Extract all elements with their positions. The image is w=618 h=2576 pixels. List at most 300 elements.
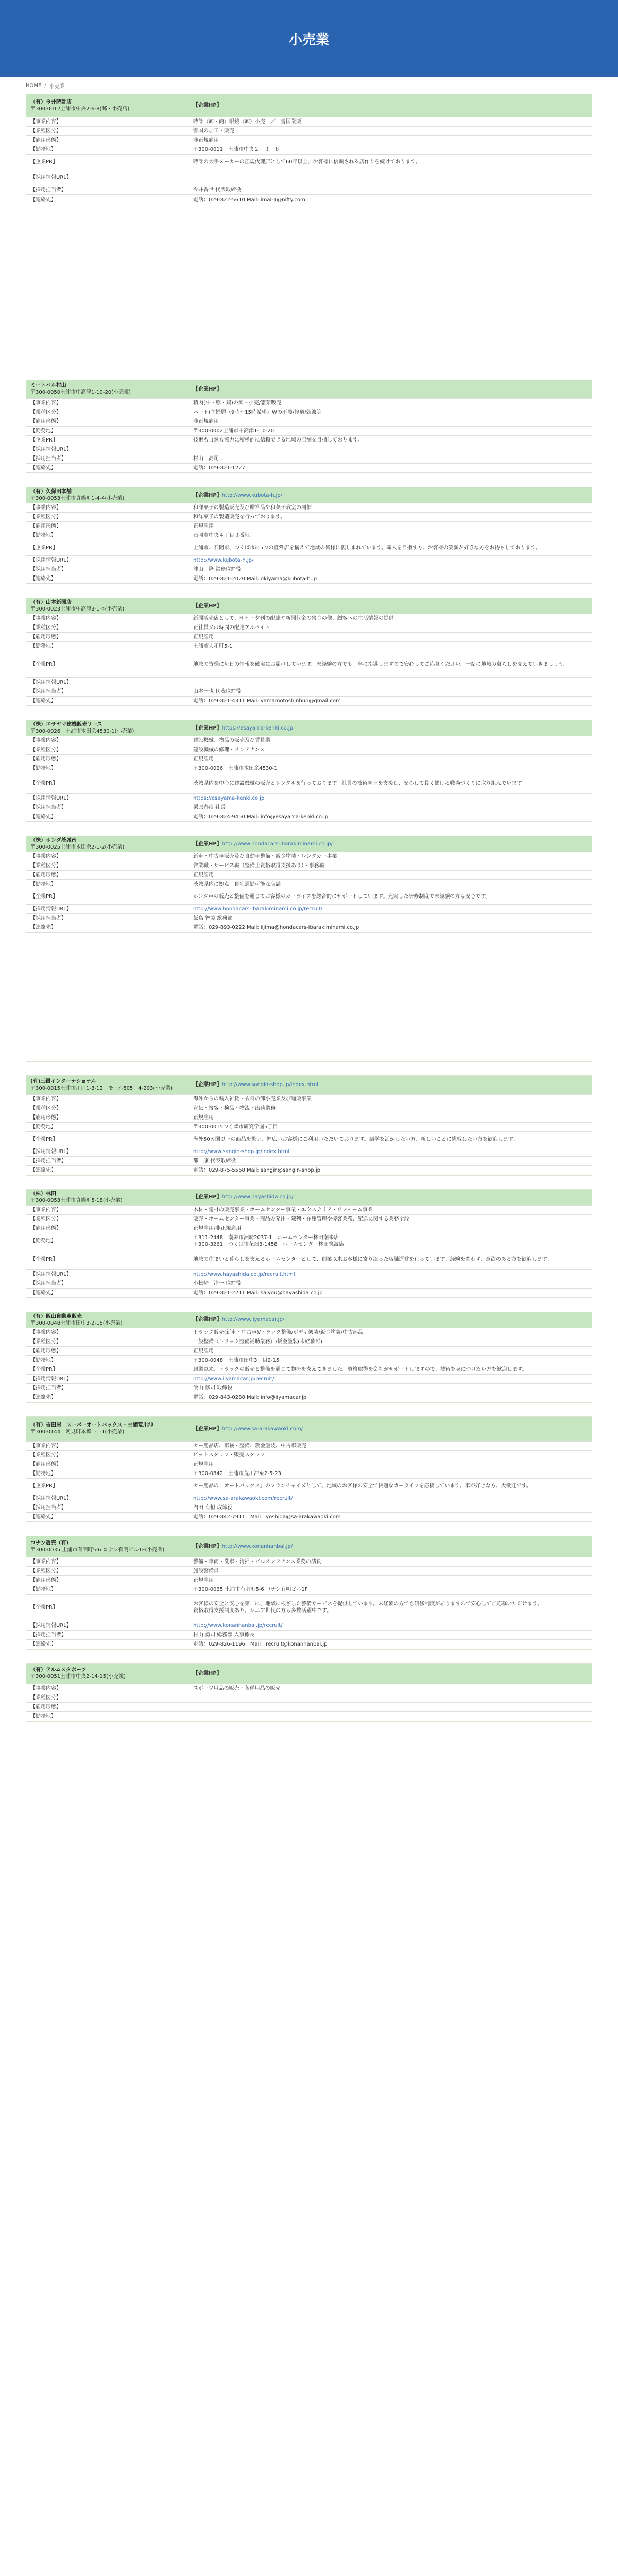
company-info-row	[26, 417, 592, 427]
info-label: 【業種区分】	[26, 1214, 189, 1224]
info-label: 【採用情報URL】	[26, 1621, 189, 1630]
company-address: 〒300-0025土浦市木田余2-1-2(小売業)	[30, 844, 125, 850]
info-value: 〒300-0048 土浦市田中3丁目2-15	[189, 1355, 592, 1365]
company-table	[26, 836, 592, 933]
company-hp-cell	[189, 598, 592, 614]
company-info-row	[26, 117, 592, 126]
info-value: 〒300-0035 土浦市有明町5-6 コナン有明ビル1F	[189, 1585, 592, 1594]
company-block	[26, 720, 592, 822]
info-label: 【連絡先】	[26, 464, 189, 473]
info-label: 【業種区分】	[26, 1693, 189, 1703]
company-table	[26, 380, 592, 473]
info-label: 【雇用形態】	[26, 1575, 189, 1585]
recruit-url-link[interactable]	[189, 170, 592, 185]
company-info-row	[26, 464, 592, 473]
info-value: 地域の皆様に毎日の情報を確実にお届けしています。未経験の方でも丁寧に指導しますので安心してご応募ください。一緒に地域の暮らしを支えていきましょう。	[189, 651, 592, 678]
company-info-row	[26, 1346, 592, 1355]
info-value	[189, 1693, 592, 1703]
info-value: ホンダ車の販売と整備を通じてお客様のカーライフを総合的にサポートしています。充実した研修制度で未経験の方も安心です。	[189, 889, 592, 905]
info-value: 〒300-0026 土浦市木田余4530-1	[189, 764, 592, 773]
company-header-row	[26, 1536, 592, 1557]
recruit-url-link[interactable]	[189, 445, 592, 454]
company-address: 〒300-0053土浦市真鍋町1-4-4(小売業)	[30, 496, 125, 501]
recruit-url-link[interactable]: http://www.iiyamacar.jp/recruit/	[189, 1374, 592, 1383]
company-hp-link[interactable]: http://www.hayashida.co.jp/	[221, 1194, 294, 1200]
info-value: 電話：029-843-0288 Mail: info@iiyamacar.jp	[189, 1393, 592, 1402]
company-info-row	[26, 1393, 592, 1402]
company-info-row	[26, 1205, 592, 1214]
info-label: 【企業PR】	[26, 1131, 189, 1147]
company-info-row	[26, 614, 592, 623]
company-address: 〒300-0023土浦市中高津3-1-4(小売業)	[30, 606, 125, 612]
info-label: 【事業内容】	[26, 503, 189, 513]
hp-label: 【企業HP】	[193, 1082, 222, 1088]
recruit-url-link[interactable]: http://www.sa-arakawaoki.com/recruit/	[189, 1494, 592, 1503]
company-name: （株）ホンダ茨城南	[30, 838, 77, 843]
company-info-row	[26, 914, 592, 923]
company-info-row	[26, 1557, 592, 1566]
company-block	[26, 94, 592, 366]
company-table	[26, 487, 592, 584]
company-info-row	[26, 574, 592, 584]
info-label: 【業種区分】	[26, 513, 189, 522]
company-hp-link[interactable]: http://www.hondacars-ibarakiminami.co.jp/	[221, 841, 333, 847]
info-value: 正規雇用	[189, 1346, 592, 1355]
company-info-row	[26, 651, 592, 678]
company-name: （有）吉田屋 スーパーオートバックス・土浦荒川沖	[30, 1422, 153, 1429]
info-label: 【採用担当者】	[26, 803, 189, 812]
info-label: 【勤務地】	[26, 1585, 189, 1594]
info-label: 【雇用形態】	[26, 522, 189, 531]
info-value: 一般整備（トラック整備補助業務）/鈑金塗装(未経験可)	[189, 1337, 592, 1346]
info-label: 【企業PR】	[26, 651, 189, 678]
company-name-cell	[26, 1190, 189, 1206]
company-info-row	[26, 1585, 592, 1594]
info-value: 警備・車両・洗車・清掃・ビルメンテナンス業務の請負	[189, 1557, 592, 1566]
info-value: 新車・中古車販売及び自動車整備・鈑金塗装・レンタカー事業	[189, 852, 592, 861]
info-value: 正規雇用	[189, 522, 592, 531]
company-info-row	[26, 1383, 592, 1393]
info-value: 飯山 修司 取締役	[189, 1383, 592, 1393]
company-address: 〒300-0048土浦市田中3-2-15(小売業)	[30, 1320, 123, 1326]
company-info-row	[26, 794, 592, 803]
company-info-row	[26, 1214, 592, 1224]
info-label: 【採用情報URL】	[26, 1269, 189, 1279]
company-name: (有)三銀インターナショナル	[30, 1078, 96, 1084]
company-info-row	[26, 880, 592, 889]
company-info-row	[26, 773, 592, 794]
company-info-row	[26, 194, 592, 206]
company-hp-cell	[189, 94, 592, 117]
company-info-row	[26, 1594, 592, 1621]
info-value	[189, 1712, 592, 1721]
info-value: お客様の安全と安心を第一に、地域に根ざした警備サービスを提供しています。未経験の方でも研修制度がありますので安心してご応募いただけます。 資格取得支援制度あり。シニア世代の方も多数活躍中です。	[189, 1594, 592, 1621]
company-hp-link[interactable]: http://www.konanhanbai.jp/	[221, 1544, 293, 1550]
company-name-cell	[26, 720, 189, 736]
company-hp-cell	[189, 1417, 592, 1442]
company-info-row	[26, 1503, 592, 1513]
company-info-row	[26, 1460, 592, 1469]
company-info-row	[26, 565, 592, 574]
company-info-row	[26, 427, 592, 436]
info-value: 茨城県内に拠点 自宅通勤可能な店舗	[189, 880, 592, 889]
company-info-row	[26, 745, 592, 755]
company-info-row	[26, 1279, 592, 1288]
company-name-cell	[26, 1076, 189, 1094]
company-info-row	[26, 1469, 592, 1479]
company-name-cell	[26, 598, 189, 614]
info-value: 正社員又は時間の配達アルバイト	[189, 623, 592, 633]
info-value: 時計の大手メーカーの正規代理店として60年以上、お客様に信頼される店作りを続けております。	[189, 154, 592, 170]
company-info-row	[26, 1337, 592, 1346]
info-label: 【採用情報URL】	[26, 445, 189, 454]
company-name-cell	[26, 836, 189, 852]
company-address: 〒300-0012土浦市中央2-6-8(郵・小売店)	[30, 106, 130, 112]
info-label: 【採用担当者】	[26, 1156, 189, 1165]
company-header-row	[26, 1417, 592, 1442]
company-info-row	[26, 503, 592, 513]
recruit-url-link[interactable]: http://www.hayashida.co.jp/recruit.html	[189, 1269, 592, 1279]
company-info-row	[26, 399, 592, 408]
info-label: 【勤務地】	[26, 145, 189, 154]
info-label: 【勤務地】	[26, 1469, 189, 1479]
company-name: （有）今井時計店	[30, 99, 72, 105]
company-header-row	[26, 598, 592, 614]
info-value: 村山 高司	[189, 454, 592, 464]
company-info-row	[26, 454, 592, 464]
info-label: 【雇用形態】	[26, 1703, 189, 1712]
info-label: 【採用情報URL】	[26, 794, 189, 803]
info-label: 【事業内容】	[26, 1684, 189, 1693]
company-name: コナン販売（有）	[30, 1540, 72, 1546]
info-value: 内田 有恒 取締役	[189, 1503, 592, 1513]
company-info-row	[26, 1104, 592, 1113]
company-info-row	[26, 1224, 592, 1233]
info-value: 海外からの輸入雑貨・衣料の卸小売業及び通販事業	[189, 1094, 592, 1104]
company-hp-cell	[189, 720, 592, 736]
company-info-row	[26, 736, 592, 745]
company-block	[26, 598, 592, 706]
info-value: 非正規雇用	[189, 135, 592, 145]
info-value: 電話：029-893-0222 Mail: iijima@hondacars-ibarakiminami.co.jp	[189, 923, 592, 933]
company-info-row	[26, 1566, 592, 1575]
company-info-row	[26, 1233, 592, 1249]
company-info-row	[26, 764, 592, 773]
company-block	[26, 1312, 592, 1403]
info-label: 【企業PR】	[26, 889, 189, 905]
recruit-url-link[interactable]: http://www.sangin-shop.jp/index.html	[189, 1147, 592, 1156]
info-value: 海外50カ国以上の商品を扱い、幅広いお客様にご利用いただいております。語学を活かしたい方、新しいことに挑戦したい方を歓迎します。	[189, 1131, 592, 1147]
info-label: 【勤務地】	[26, 531, 189, 540]
company-info-row	[26, 1122, 592, 1131]
info-label: 【業種区分】	[26, 1337, 189, 1346]
info-label: 【勤務地】	[26, 1355, 189, 1365]
info-label: 【採用情報URL】	[26, 556, 189, 565]
info-value: 新聞販売店として、朝刊・夕刊の配達や新聞代金の集金の他、顧客への生活情報の提供	[189, 614, 592, 623]
info-value: 山本一也 代表取締役	[189, 687, 592, 697]
recruit-url-link[interactable]: http://www.konanhanbai.jp/recruit/	[189, 1621, 592, 1630]
recruit-url-link[interactable]: https://esayama-kenki.co.jp	[189, 794, 592, 803]
company-info-row	[26, 135, 592, 145]
info-label: 【採用担当者】	[26, 1630, 189, 1639]
info-label: 【業種区分】	[26, 1451, 189, 1460]
info-label: 【企業PR】	[26, 1249, 189, 1269]
info-value: 雪国の加工・販売	[189, 126, 592, 135]
info-label: 【勤務地】	[26, 642, 189, 651]
info-label: 【勤務地】	[26, 1712, 189, 1721]
info-value: 精肉(牛・豚・鶏)の卸・小売/惣菜販売	[189, 399, 592, 408]
company-block-spacer	[26, 933, 592, 1061]
company-info-row	[26, 1328, 592, 1337]
company-header-row	[26, 1664, 592, 1684]
info-label: 【雇用形態】	[26, 135, 189, 145]
company-hp-cell	[189, 380, 592, 399]
hp-label: 【企業HP】	[193, 1670, 222, 1676]
company-block	[26, 1189, 592, 1298]
company-info-row	[26, 1113, 592, 1122]
info-label: 【事業内容】	[26, 852, 189, 861]
info-label: 【採用情報URL】	[26, 1494, 189, 1503]
company-name-cell	[26, 1312, 189, 1328]
hp-label: 【企業HP】	[193, 1194, 222, 1200]
company-table	[26, 1664, 592, 1722]
company-info-row	[26, 1147, 592, 1156]
info-value: 電話：029-821-4311 Mail: yamamotoshinbun@gmail.com	[189, 697, 592, 706]
company-hp-link[interactable]: http://www.sangin-shop.jp/index.html	[221, 1082, 318, 1088]
info-label: 【企業PR】	[26, 1479, 189, 1494]
company-address: 〒300-0035 土浦市有明町5-6 コナン有明ビル1F(小売業)	[30, 1547, 165, 1553]
company-hp-cell	[189, 1076, 592, 1094]
info-label: 【業種区分】	[26, 861, 189, 871]
info-value: 正規雇用	[189, 633, 592, 642]
company-block	[26, 487, 592, 584]
info-label: 【連絡先】	[26, 574, 189, 584]
company-info-row	[26, 803, 592, 812]
company-block	[26, 1416, 592, 1523]
info-value: 茨城県内を中心に建設機械の販売とレンタルを行っております。社員の技術向上を支援し、安心して長く働ける職場づくりに取り組んでいます。	[189, 773, 592, 794]
company-info-row	[26, 445, 592, 454]
info-value: 〒300-0011 土浦市中央２－３－８	[189, 145, 592, 154]
breadcrumb-home-link[interactable]: HOME	[26, 82, 42, 89]
info-label: 【採用情報URL】	[26, 678, 189, 687]
company-name: （株）エサヤマ建機販売リース	[30, 722, 102, 727]
info-label: 【事業内容】	[26, 614, 189, 623]
info-value: 販売・ホームセンター事業・商品の発注・陳列・在庫管理や接客業務、配送に関する業務全般	[189, 1214, 592, 1224]
company-info-row	[26, 1269, 592, 1279]
info-value: 電話：029-842-7911 Mail：yoshida@sa-arakawaoki.com	[189, 1513, 592, 1522]
info-value: 営業職・サービス職（整備士資格取得支援あり）・事務職	[189, 861, 592, 871]
hp-label: 【企業HP】	[193, 841, 222, 847]
company-hp-link[interactable]: http://www.kubota-h.jp/	[221, 492, 283, 498]
info-value: 〒311-2448 潮来市洲崎2037-1 ホームセンター林田潮来店 〒300-3261 つくば市花畑3-1458 ホームセンター林田筑波店	[189, 1233, 592, 1249]
company-info-row	[26, 1094, 592, 1104]
info-value: 電話：029-821-2211 Mail: saiyou@hayashida.co.jp	[189, 1288, 592, 1297]
company-header-row	[26, 487, 592, 503]
info-value: 地域の住まいと暮らしを支えるホームセンターとして、創業以来お客様に寄り添った店舗運営を行っています。経験を問わず、意欲のある方を歓迎します。	[189, 1249, 592, 1269]
company-info-row	[26, 522, 592, 531]
info-value: 石岡市中央４丁目３番地	[189, 531, 592, 540]
company-hp-cell	[189, 487, 592, 503]
company-name: （株）林田	[30, 1191, 56, 1197]
company-block	[26, 1536, 592, 1650]
info-label: 【雇用形態】	[26, 1346, 189, 1355]
company-hp-link[interactable]: https://esayama-kenki.co.jp	[221, 725, 293, 731]
info-label: 【採用担当者】	[26, 1383, 189, 1393]
info-label: 【事業内容】	[26, 1328, 189, 1337]
company-info-row	[26, 1374, 592, 1383]
info-label: 【事業内容】	[26, 1094, 189, 1104]
company-name-cell	[26, 1417, 189, 1442]
company-address: 〒300-0050土浦市中高津1-10-20(小売業)	[30, 389, 131, 396]
info-value: 沖山 隆 常務取締役	[189, 565, 592, 574]
info-label: 【勤務地】	[26, 764, 189, 773]
info-value: カー用品の「オートバックス」のフランチャイズとして、地域のお客様の安全で快適なカーライフを応援しています。車が好きな方、大歓迎です。	[189, 1479, 592, 1494]
company-info-row	[26, 126, 592, 135]
hp-label: 【企業HP】	[193, 1426, 222, 1432]
info-label: 【事業内容】	[26, 1205, 189, 1214]
company-hp-cell	[189, 1190, 592, 1206]
info-value: 宣伝・接客・検品・物流・出荷業務	[189, 1104, 592, 1113]
info-label: 【企業PR】	[26, 436, 189, 445]
info-value: 電話：029-826-1196 Mail：recruit@konanhanbai.jp	[189, 1639, 592, 1649]
company-info-row	[26, 1639, 592, 1649]
info-label: 【業種区分】	[26, 1104, 189, 1113]
company-table	[26, 1190, 592, 1298]
company-info-row	[26, 1630, 592, 1639]
company-address: 〒300-0053土浦市真鍋町5-18(小売業)	[30, 1197, 123, 1204]
company-info-row	[26, 1131, 592, 1147]
info-label: 【採用担当者】	[26, 1279, 189, 1288]
company-info-row	[26, 1712, 592, 1721]
company-info-row	[26, 1249, 592, 1269]
info-label: 【採用担当者】	[26, 914, 189, 923]
info-label: 【業種区分】	[26, 1566, 189, 1575]
company-block	[26, 836, 592, 1062]
info-label: 【業種区分】	[26, 126, 189, 135]
info-value: 施設警備員	[189, 1566, 592, 1575]
info-value: カー用品店、車検・整備、鈑金塗装、中古車販売	[189, 1442, 592, 1451]
breadcrumb-separator: /	[44, 82, 46, 89]
info-label: 【雇用形態】	[26, 417, 189, 427]
info-label: 【雇用形態】	[26, 633, 189, 642]
info-value: 都 康 代表取締役	[189, 1156, 592, 1165]
company-name-cell	[26, 94, 189, 117]
company-hp-link[interactable]: http://www.sa-arakawaoki.com/	[221, 1426, 303, 1432]
company-name: ミートパル村山	[30, 383, 66, 389]
breadcrumb-current: 小売業	[49, 83, 65, 90]
company-hp-cell	[189, 1536, 592, 1557]
recruit-url-link[interactable]	[189, 678, 592, 687]
hp-label: 【企業HP】	[193, 1544, 222, 1550]
info-label: 【連絡先】	[26, 1288, 189, 1297]
info-label: 【勤務地】	[26, 880, 189, 889]
company-name: （有）久保田本舗	[30, 489, 72, 495]
info-label: 【採用担当者】	[26, 565, 189, 574]
hp-label: 【企業HP】	[193, 603, 222, 609]
info-label: 【業種区分】	[26, 408, 189, 417]
company-info-row	[26, 145, 592, 154]
company-info-row	[26, 755, 592, 764]
info-label: 【事業内容】	[26, 399, 189, 408]
info-value: 栗原春彦 社長	[189, 803, 592, 812]
company-name: （有）飯山自動車販売	[30, 1313, 82, 1319]
info-label: 【採用担当者】	[26, 185, 189, 194]
info-value: 小松崎 淳一 取締役	[189, 1279, 592, 1288]
recruit-url-link[interactable]: http://www.hondacars-ibarakiminami.co.jp/recruit/	[189, 905, 592, 914]
info-value: 正規雇用	[189, 871, 592, 880]
hp-label: 【企業HP】	[193, 386, 222, 392]
info-value: 飯島 智美 総務部	[189, 914, 592, 923]
company-info-row	[26, 1442, 592, 1451]
company-info-row	[26, 513, 592, 522]
info-value: 村山 勇司 総務部 人事係長	[189, 1630, 592, 1639]
info-value: 木材・建材の販売事業・ホームセンター事業・エクステリア・リフォーム事業	[189, 1205, 592, 1214]
info-label: 【連絡先】	[26, 1639, 189, 1649]
info-value: 和洋菓子の製造販売を行っております。	[189, 513, 592, 522]
company-name: （有）テルムスタポーツ	[30, 1667, 87, 1673]
company-info-row	[26, 697, 592, 706]
info-value: 正規雇用/非正規雇用	[189, 1224, 592, 1233]
company-table	[26, 94, 592, 206]
company-info-row	[26, 154, 592, 170]
company-address: 〒300-0051土浦市中央2-14-15(小売業)	[30, 1674, 126, 1680]
info-value: 正規雇用	[189, 755, 592, 764]
info-label: 【採用担当者】	[26, 1503, 189, 1513]
info-label: 【採用情報URL】	[26, 1374, 189, 1383]
info-label: 【事業内容】	[26, 736, 189, 745]
info-value: 今井香世 代表取締役	[189, 185, 592, 194]
company-hp-cell	[189, 1664, 592, 1684]
company-name-cell	[26, 1664, 189, 1684]
info-label: 【採用情報URL】	[26, 905, 189, 914]
breadcrumb	[0, 77, 618, 94]
company-table	[26, 598, 592, 706]
info-label: 【連絡先】	[26, 812, 189, 822]
info-value	[189, 1703, 592, 1712]
info-label: 【採用担当者】	[26, 454, 189, 464]
info-value: 電話：029-875-5568 Mail: sangin@sangin-shop.jp	[189, 1165, 592, 1175]
company-header-row	[26, 836, 592, 852]
company-info-row	[26, 170, 592, 185]
company-info-row	[26, 531, 592, 540]
recruit-url-link[interactable]: http://www.kubota-h.jp/	[189, 556, 592, 565]
info-value: 電話：029-821-2020 Mail: okiyama@kubota-h.jp	[189, 574, 592, 584]
info-label: 【業種区分】	[26, 745, 189, 755]
company-address: 〒300-0026 土浦市木田余4530-1(小売業)	[30, 728, 134, 734]
info-value: 土浦市大和町5-1	[189, 642, 592, 651]
info-value: 電話：029-824-9450 Mail: info@esayama-kenki.co.jp	[189, 812, 592, 822]
info-label: 【雇用形態】	[26, 1224, 189, 1233]
company-table	[26, 720, 592, 822]
company-table	[26, 1312, 592, 1402]
info-label: 【企業PR】	[26, 1365, 189, 1374]
info-label: 【事業内容】	[26, 1557, 189, 1566]
company-address: 〒300-0015土浦市川口1-3-12 モール505 4-203(小売業)	[30, 1085, 173, 1091]
company-info-row	[26, 687, 592, 697]
hp-label: 【企業HP】	[193, 492, 222, 498]
company-info-row	[26, 540, 592, 556]
info-value: 時計（卸・商）眼鏡（卸）小売 ／ 雪国業販	[189, 117, 592, 126]
company-info-row	[26, 1621, 592, 1630]
info-value: 建設機械の修理・メンテナンス	[189, 745, 592, 755]
company-block-spacer	[26, 206, 592, 366]
company-info-row	[26, 1165, 592, 1175]
page-title: 小売業	[288, 32, 329, 48]
company-info-row	[26, 1479, 592, 1494]
company-header-row	[26, 94, 592, 117]
company-info-row	[26, 678, 592, 687]
company-hp-link[interactable]: http://www.iiyamacar.jp/	[221, 1317, 285, 1323]
